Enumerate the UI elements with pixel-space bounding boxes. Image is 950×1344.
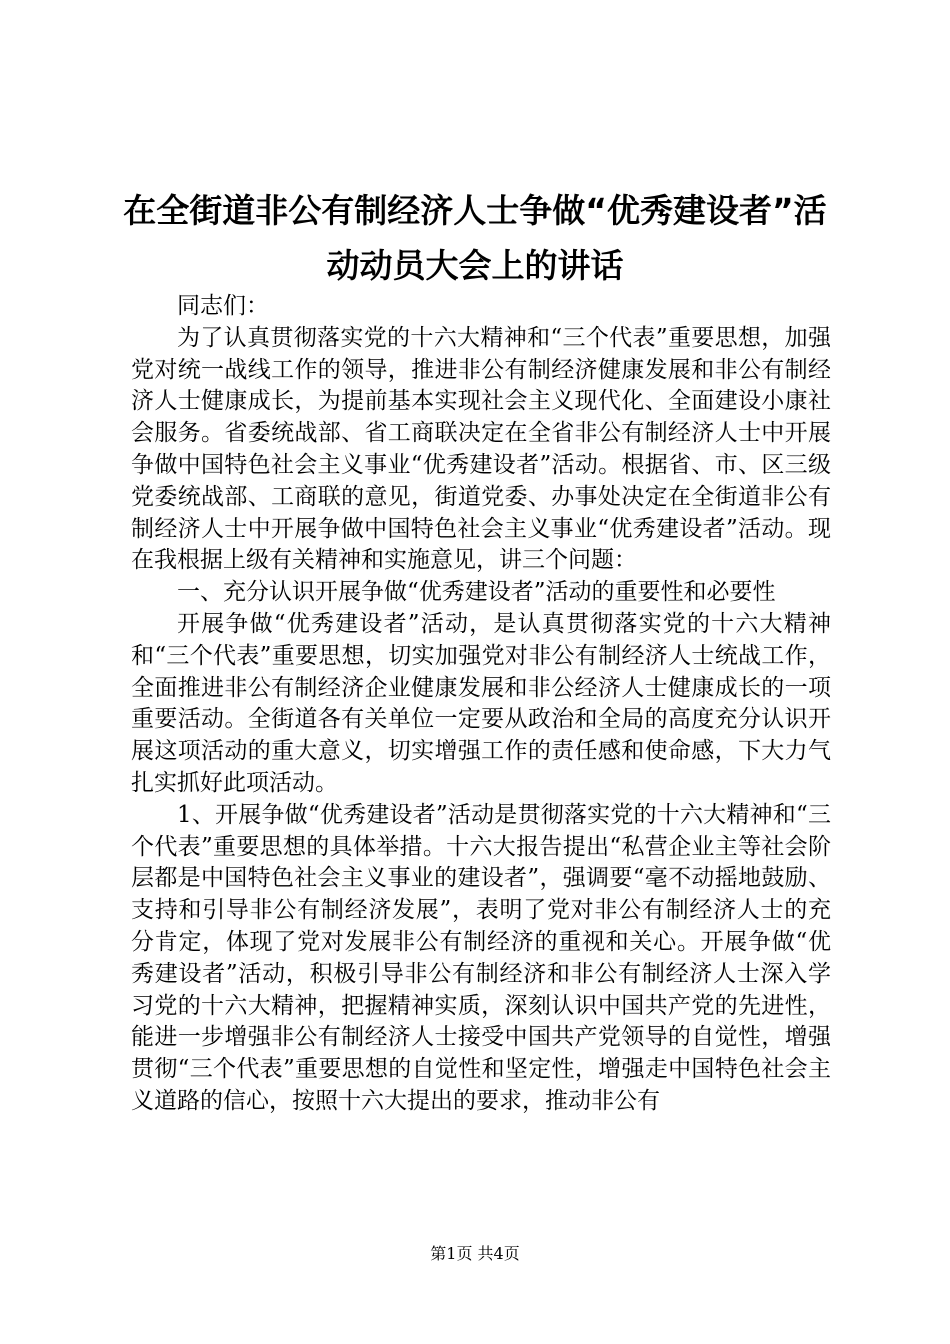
document-body: [131, 291, 831, 1118]
document-title: 在全街道非公有制经济人士争做“优秀建设者”活动动员大会上的讲话: [123, 191, 827, 285]
page-footer: 第1页 共4页: [430, 1244, 520, 1263]
paragraph-point-1: 1、开展争做“优秀建设者”活动是贯彻落实党的十六大精神和“三个代表”重要思想的具体举措。十六大报告提出“私营企业主等社会阶层都是中国特色社会主义事业的建设者”，强调要“毫不动摇地鼓励、支持和引导非公有制经济发展”，表明了党对非公有制经济人士的充分肯定，体现了党对发展非公有制经济的重视和关心。开展争做“优秀建设者”活动，积极引导非公有制经济和非公有制经济人士深入学习党的十六大精神，把握精神实质，深刻认识中国共产党的先进性，能进一步增强非公有制经济人士接受中国共产党领导的自觉性，增强贯彻“三个代表”重要思想的自觉性和坚定性，增强走中国特色社会主义道路的信心，按照十六大提出的要求，推动非公有: [131, 801, 831, 1114]
section-heading-1: 一、充分认识开展争做“优秀建设者”活动的重要性和必要性: [177, 579, 776, 606]
paragraph-intro: 为了认真贯彻落实党的十六大精神和“三个代表”重要思想，加强党对统一战线工作的领导，推进非公有制经济健康发展和非公有制经济人士健康成长，为提前基本实现社会主义现代化、全面建设小康社会服务。省委统战部、省工商联决定在全省非公有制经济人士中开展争做中国特色社会主义事业“优秀建设者”活动。根据省、市、区三级党委统战部、工商联的意见，街道党委、办事处决定在全街道非公有制经济人士中开展争做中国特色社会主义事业“优秀建设者”活动。现在我根据上级有关精神和实施意见，讲三个问题：: [131, 324, 831, 574]
paragraph-section-1: 开展争做“优秀建设者”活动，是认真贯彻落实党的十六大精神和“三个代表”重要思想，切实加强党对非公有制经济人士统战工作，全面推进非公有制经济企业健康发展和非公经济人士健康成长的一项重要活动。全街道各有关单位一定要从政治和全局的高度充分认识开展这项活动的重大意义，切实增强工作的责任感和使命感，下大力气扎实抓好此项活动。: [131, 610, 831, 796]
salutation: 同志们：: [177, 293, 269, 319]
